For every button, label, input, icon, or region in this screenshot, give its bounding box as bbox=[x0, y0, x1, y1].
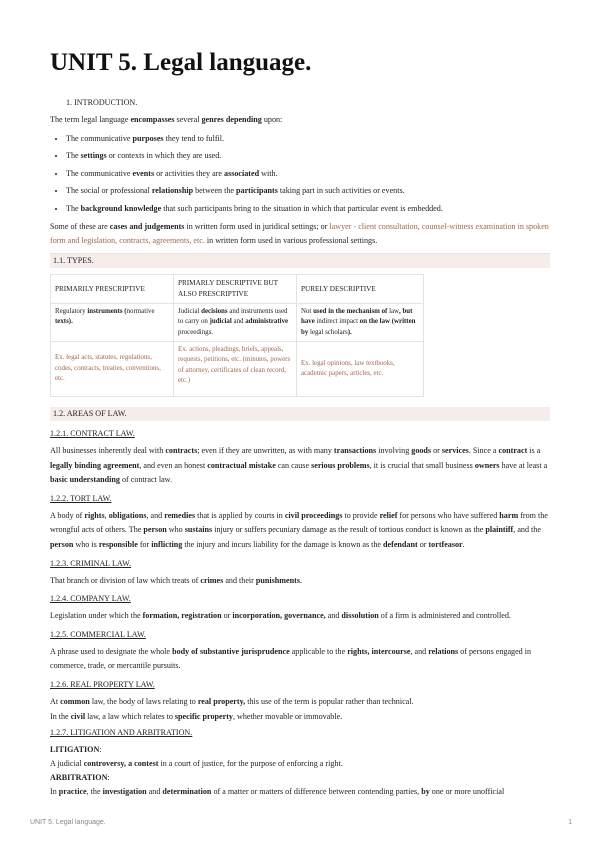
footer-page-number: 1 bbox=[568, 819, 572, 826]
text-run: of contract law. bbox=[119, 475, 173, 485]
text-run: from the wrongful acts of others. The bbox=[50, 510, 548, 535]
types-heading: 1.1. TYPES. bbox=[50, 253, 550, 268]
bold-term: genres depending bbox=[201, 115, 262, 124]
bold-term: determination bbox=[162, 787, 212, 797]
bold-term: contracts bbox=[165, 446, 198, 455]
text-run: or bbox=[221, 611, 233, 621]
contract-law-heading: 1.2.1. CONTRACT LAW. bbox=[50, 429, 135, 438]
table-cell-prescriptive bbox=[51, 303, 174, 341]
text-run: and instruments used to carry on bbox=[178, 307, 288, 326]
litigation-label: LITIGATION bbox=[50, 745, 100, 755]
bold-term: contractual mistake bbox=[207, 460, 276, 470]
criminal-law-text bbox=[50, 574, 550, 589]
bold-term: participants bbox=[236, 186, 278, 196]
bold-term: common bbox=[60, 696, 90, 706]
text-run: . bbox=[462, 539, 465, 549]
bold-term: relationship bbox=[151, 186, 194, 196]
bold-term: obligations bbox=[108, 510, 147, 520]
bold-term: incorporation, governance, bbox=[232, 611, 326, 621]
bold-term: person bbox=[50, 539, 74, 549]
text-run: All businesses inherently deal with bbox=[50, 446, 166, 455]
text-run: is a bbox=[527, 446, 541, 455]
text-run: normative bbox=[126, 307, 155, 315]
bold-term: purposes bbox=[132, 133, 164, 143]
bold-term: , but have bbox=[301, 307, 413, 326]
cases-paragraph bbox=[50, 220, 550, 249]
text-run: , bbox=[104, 510, 109, 520]
bold-term: practice bbox=[58, 787, 87, 797]
company-law-text bbox=[50, 609, 550, 624]
arbitration-definition bbox=[50, 787, 504, 796]
litigation-heading: 1.2.7. LITIGATION AND ARBITRATION. bbox=[50, 728, 193, 738]
text-run: injury or suffers pecuniary damage as the result of tortious conduct is known as the bbox=[212, 525, 486, 535]
bold-term: civil bbox=[70, 711, 86, 721]
bold-term: civil proceedings bbox=[284, 510, 343, 520]
text-run: in written form used in various professional settings. bbox=[204, 236, 378, 246]
bold-term: rights, intercourse bbox=[347, 646, 411, 656]
text-run: law bbox=[389, 307, 400, 315]
text-run: The bbox=[66, 151, 81, 161]
bold-term: remedies bbox=[164, 510, 196, 520]
table-example-cell: Ex. actions, pleadings, briefs, appeals, requests, petitions, etc. (minutes, powers of attorney, certificates of clean record, etc.) bbox=[174, 342, 297, 397]
bold-term: real property, bbox=[197, 696, 246, 706]
litigation-text: LITIGATION: A judicial controversy, a contest in a court of justice, for the purpose of enforcing a right. ARBITRATION: In practice, the investigation and determination of a matter or matters of difference between contending parties, by one or more unofficial bbox=[50, 745, 505, 797]
tort-law-heading: 1.2.2. TORT LAW. bbox=[50, 493, 112, 503]
text-run: that is applied by courts in bbox=[195, 510, 285, 520]
text-run: of a firm is administered and controlled. bbox=[378, 611, 511, 621]
text-run: or bbox=[417, 539, 429, 549]
table-cell-descriptive bbox=[297, 303, 424, 341]
intro-heading-text: INTRODUCTION. bbox=[74, 98, 138, 107]
bold-term: responsible bbox=[98, 539, 138, 549]
text-run: The bbox=[66, 203, 81, 213]
text-run: , and bbox=[146, 510, 165, 520]
text-run: and bbox=[146, 787, 163, 797]
text-run: legal scholars bbox=[310, 328, 348, 336]
text-run: The term legal language bbox=[50, 115, 131, 124]
bold-term: instruments ( bbox=[85, 307, 127, 315]
bold-term: basic understanding bbox=[50, 475, 120, 485]
bold-term: relief bbox=[379, 510, 398, 520]
text-run: between the bbox=[193, 186, 237, 196]
bullet-background bbox=[66, 202, 550, 216]
table-example-cell: Ex. legal opinions, law textbooks, academic papers, articles, etc. bbox=[297, 342, 424, 397]
bold-term: ). bbox=[347, 328, 352, 336]
text-run: . Since a bbox=[468, 446, 499, 455]
table-header-cell: PURELY DESCRIPTIVE bbox=[297, 274, 424, 303]
text-run: and bbox=[231, 318, 246, 326]
text-run: Legislation under which the bbox=[50, 611, 143, 621]
bullet-purposes bbox=[66, 132, 550, 146]
table-cell-descriptive-prescriptive bbox=[174, 303, 297, 341]
text-run: indirect impact bbox=[316, 318, 359, 326]
text-run: several bbox=[174, 115, 202, 124]
text-run: have at least a bbox=[499, 460, 548, 470]
text-run: At bbox=[50, 696, 61, 706]
text-run: who bbox=[166, 525, 185, 535]
text-run: A body of bbox=[50, 510, 85, 520]
contract-law-text bbox=[50, 444, 550, 488]
bold-term: events bbox=[132, 168, 155, 178]
bold-term: owners bbox=[474, 460, 500, 470]
intro-heading bbox=[66, 98, 550, 107]
text-run: of a matter or matters of difference between contending parties, bbox=[211, 787, 422, 797]
text-run: who is bbox=[73, 539, 99, 549]
bold-term: rights bbox=[84, 510, 105, 520]
intro-number: 1. bbox=[66, 98, 73, 107]
text-run: can cause bbox=[275, 460, 312, 470]
litigation-definition bbox=[50, 759, 343, 768]
table-example-cell: Ex. legal acts, statutes, regulations, codes, contracts, treaties, conventions, etc. bbox=[51, 342, 174, 397]
text-run: or activities they are bbox=[154, 168, 225, 178]
bold-term: goods bbox=[411, 446, 432, 455]
table-examples-row bbox=[51, 342, 424, 397]
text-run: , the bbox=[86, 787, 103, 797]
arbitration-label: ARBITRATION bbox=[50, 773, 108, 783]
bold-term: specific property bbox=[174, 711, 233, 721]
table-header-cell: PRIMARILY PRESCRIPTIVE bbox=[51, 274, 174, 303]
table-header-cell: PRIMARLY DESCRIPTIVE BUT ALSO PRESCRIPTIVE bbox=[174, 274, 297, 303]
bold-term: transactions bbox=[333, 446, 377, 455]
company-law-heading: 1.2.4. COMPANY LAW. bbox=[50, 594, 131, 604]
bold-term: inflicting bbox=[151, 539, 183, 549]
property-law-heading: 1.2.6. REAL PROPERTY LAW. bbox=[50, 679, 155, 689]
text-run: and bbox=[325, 611, 342, 621]
bold-term: crimes bbox=[200, 575, 224, 585]
bold-term: tortfeasor bbox=[428, 539, 463, 549]
bold-term: harm bbox=[499, 510, 519, 520]
text-run: that such participants bring to the situation in which that particular event is embedded. bbox=[161, 203, 443, 213]
text-run: In bbox=[50, 787, 59, 797]
property-line-civil bbox=[50, 712, 342, 721]
text-run: taking part in such activities or events. bbox=[277, 186, 405, 196]
text-run: A phrase used to designate the whole bbox=[50, 646, 173, 656]
table-header-row bbox=[51, 274, 424, 303]
text-run: , and bbox=[410, 646, 429, 656]
bold-term: texts). bbox=[55, 318, 73, 326]
bullet-relationship bbox=[66, 184, 550, 198]
text-run: and their bbox=[223, 575, 256, 585]
bold-term: legally binding agreement bbox=[50, 460, 140, 470]
text-run: in a court of justice, for the purpose of enforcing a right. bbox=[158, 759, 343, 769]
text-run: for bbox=[137, 539, 152, 549]
bold-term: body of substantive jurisprudence bbox=[172, 646, 290, 656]
page-footer bbox=[30, 819, 572, 826]
text-run: one or more unofficial bbox=[429, 787, 505, 797]
intro-paragraph bbox=[50, 113, 550, 128]
bold-term: sustains bbox=[184, 525, 213, 535]
text-run: they tend to fulfil. bbox=[163, 133, 225, 143]
bold-term: decisions bbox=[201, 307, 228, 315]
bold-term: person bbox=[143, 525, 167, 535]
text-run: or contexts in which they are used. bbox=[106, 151, 222, 161]
text-run: Some of these are bbox=[50, 221, 110, 231]
bold-term: on the law (written by bbox=[301, 318, 416, 336]
bold-term: relations bbox=[428, 646, 459, 656]
bold-term: defendant bbox=[383, 539, 418, 549]
text-run: , and even an honest bbox=[139, 460, 208, 470]
text-run: . bbox=[299, 575, 303, 585]
bold-term: cases and judgements bbox=[109, 221, 185, 231]
footer-title: UNIT 5. Legal language. bbox=[30, 819, 106, 826]
bold-term: formation, registration bbox=[142, 611, 222, 621]
document-page bbox=[50, 46, 550, 803]
text-run: The social or professional bbox=[66, 186, 152, 196]
table-row bbox=[51, 303, 424, 341]
bullet-settings bbox=[66, 149, 550, 163]
text-run: , it is crucial that small business bbox=[369, 460, 475, 470]
types-table bbox=[50, 274, 424, 397]
bold-term: settings bbox=[80, 151, 107, 161]
text-run: or bbox=[431, 446, 442, 455]
text-run: Regulatory bbox=[55, 307, 86, 315]
text-run: upon: bbox=[261, 115, 283, 124]
bullet-events bbox=[66, 167, 550, 181]
text-run: law, the body of laws relating to bbox=[89, 696, 198, 706]
bold-term: investigation bbox=[102, 787, 147, 797]
text-run: ; even if they are unwritten, as with many bbox=[197, 446, 334, 455]
bold-term: controversy, a contest bbox=[83, 759, 159, 769]
text-run: The communicative bbox=[66, 133, 133, 143]
text-run: Judicial bbox=[178, 307, 202, 315]
commercial-law-text bbox=[50, 645, 550, 674]
text-run: the injury and incurs liability for the damage is known as the bbox=[182, 539, 384, 549]
text-run: proceedings. bbox=[178, 328, 214, 336]
text-run: In the bbox=[50, 711, 71, 721]
bold-term: administrative bbox=[245, 318, 289, 326]
bold-term: punishments bbox=[255, 575, 300, 585]
bold-term: plaintiff bbox=[485, 525, 514, 535]
highlighted-text: lawyer - client consultation, counsel-witness examination in spoken form and legislation, contracts, agreements, etc. bbox=[50, 221, 549, 246]
text-run: That branch or division of law which treats of bbox=[50, 575, 201, 585]
text-run: in written form used in juridical settings; or bbox=[184, 221, 330, 231]
bold-term: background knowledge bbox=[80, 203, 162, 213]
text-run: for persons who have suffered bbox=[397, 510, 500, 520]
commercial-law-heading: 1.2.5. COMMERCIAL LAW. bbox=[50, 629, 146, 639]
text-run: The communicative bbox=[66, 168, 133, 178]
bold-term: by bbox=[421, 787, 430, 797]
text-run: , whether movable or immovable. bbox=[232, 711, 343, 721]
text-run: with. bbox=[259, 168, 278, 178]
bold-term: associated bbox=[224, 168, 260, 178]
text-run: law, a law which relates to bbox=[85, 711, 175, 721]
criminal-law-heading: 1.2.3. CRIMINAL LAW. bbox=[50, 558, 132, 568]
text-run: applicable to the bbox=[289, 646, 348, 656]
text-run: involving bbox=[376, 446, 412, 455]
text-run: Not bbox=[301, 307, 312, 315]
text-run: A judicial bbox=[50, 759, 84, 769]
intro-bullet-list bbox=[50, 132, 550, 216]
page-title: UNIT 5. Legal language. bbox=[50, 49, 312, 76]
text-run: , and the bbox=[513, 525, 541, 535]
property-law-text bbox=[50, 695, 550, 724]
areas-heading: 1.2. AREAS OF LAW. bbox=[50, 407, 550, 421]
bold-term: contract bbox=[498, 446, 528, 455]
bold-term: encompasses bbox=[130, 115, 175, 124]
bold-term: used in the mechanism of bbox=[311, 307, 390, 315]
text-run: to provide bbox=[342, 510, 380, 520]
property-line-common bbox=[50, 697, 414, 706]
bold-term: dissolution bbox=[341, 611, 379, 621]
text-run: this use of the term is popular rather than technical. bbox=[245, 696, 414, 706]
text-run: of persons engaged in commerce, trade, or mercantile pursuits. bbox=[50, 646, 532, 671]
bold-term: services bbox=[441, 446, 469, 455]
bold-term: serious problems bbox=[311, 460, 370, 470]
tort-law-text bbox=[50, 509, 550, 553]
bold-term: judicial bbox=[209, 318, 232, 326]
